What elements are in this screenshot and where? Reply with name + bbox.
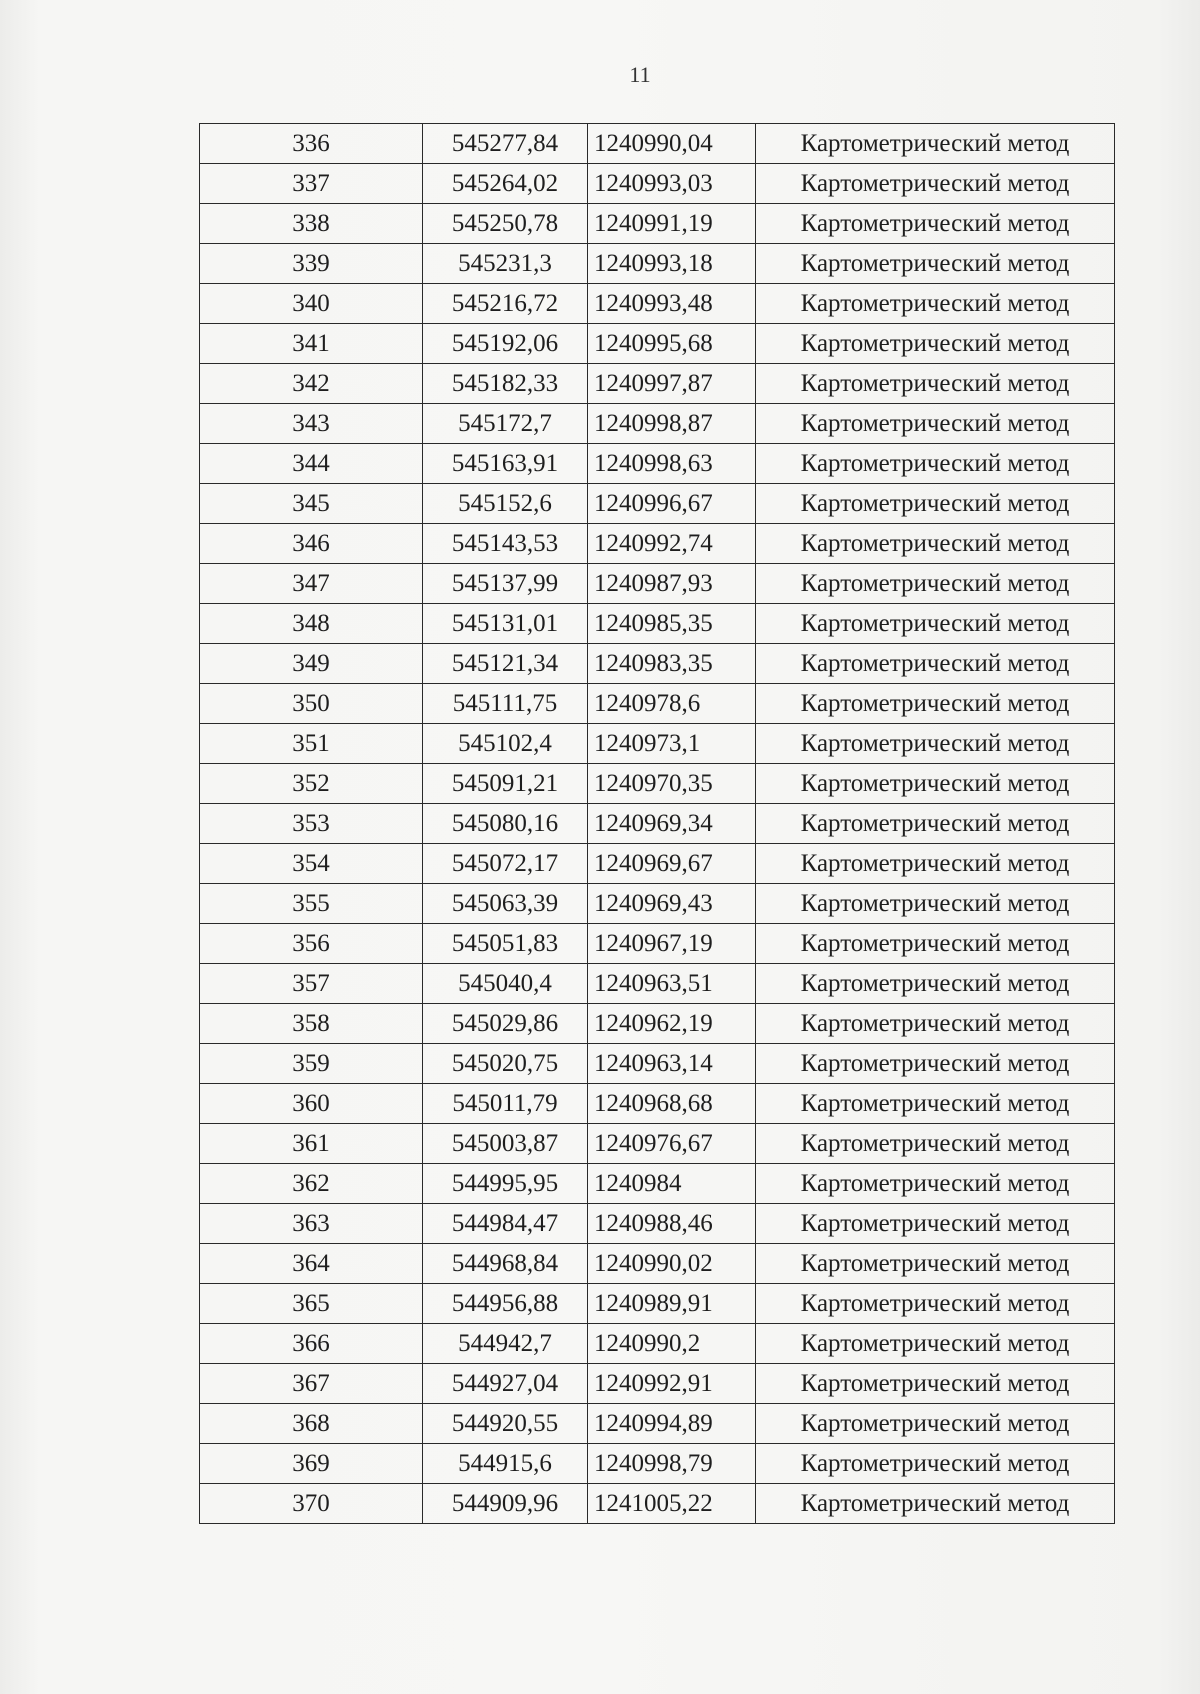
method-cell: Картометрический метод [756,684,1115,724]
x-coordinate-cell: 545137,99 [423,564,588,604]
x-coordinate-cell: 545121,34 [423,644,588,684]
point-number-cell: 338 [200,204,423,244]
table-row [200,364,1115,404]
point-number-cell: 362 [200,1164,423,1204]
method-cell: Картометрический метод [756,1324,1115,1364]
point-number-cell: 351 [200,724,423,764]
table-row [200,884,1115,924]
method-cell: Картометрический метод [756,964,1115,1004]
x-coordinate-cell: 545264,02 [423,164,588,204]
y-coordinate-cell: 1240987,93 [588,564,756,604]
point-number-cell: 340 [200,284,423,324]
method-cell: Картометрический метод [756,204,1115,244]
y-coordinate-cell: 1240968,68 [588,1084,756,1124]
y-coordinate-cell: 1240989,91 [588,1284,756,1324]
y-coordinate-cell: 1240998,79 [588,1444,756,1484]
point-number-cell: 349 [200,644,423,684]
coordinates-table [199,123,1115,1524]
x-coordinate-cell: 544915,6 [423,1444,588,1484]
y-coordinate-cell: 1241005,22 [588,1484,756,1524]
x-coordinate-cell: 545143,53 [423,524,588,564]
y-coordinate-cell: 1240990,2 [588,1324,756,1364]
table-row [200,844,1115,884]
method-cell: Картометрический метод [756,444,1115,484]
method-cell: Картометрический метод [756,564,1115,604]
point-number-cell: 358 [200,1004,423,1044]
y-coordinate-cell: 1240997,87 [588,364,756,404]
point-number-cell: 354 [200,844,423,884]
y-coordinate-cell: 1240963,14 [588,1044,756,1084]
table-row [200,1124,1115,1164]
table-row [200,804,1115,844]
table-row [200,324,1115,364]
table-row [200,1244,1115,1284]
y-coordinate-cell: 1240970,35 [588,764,756,804]
table-row [200,1364,1115,1404]
point-number-cell: 364 [200,1244,423,1284]
x-coordinate-cell: 545163,91 [423,444,588,484]
table-row [200,1204,1115,1244]
table-row [200,1164,1115,1204]
table-row [200,684,1115,724]
point-number-cell: 361 [200,1124,423,1164]
y-coordinate-cell: 1240995,68 [588,324,756,364]
table-row [200,524,1115,564]
method-cell: Картометрический метод [756,844,1115,884]
method-cell: Картометрический метод [756,1444,1115,1484]
y-coordinate-cell: 1240993,03 [588,164,756,204]
method-cell: Картометрический метод [756,1364,1115,1404]
point-number-cell: 366 [200,1324,423,1364]
table-row [200,1404,1115,1444]
x-coordinate-cell: 545003,87 [423,1124,588,1164]
method-cell: Картометрический метод [756,404,1115,444]
method-cell: Картометрический метод [756,604,1115,644]
point-number-cell: 356 [200,924,423,964]
x-coordinate-cell: 545072,17 [423,844,588,884]
point-number-cell: 352 [200,764,423,804]
point-number-cell: 337 [200,164,423,204]
y-coordinate-cell: 1240998,87 [588,404,756,444]
y-coordinate-cell: 1240969,43 [588,884,756,924]
x-coordinate-cell: 545111,75 [423,684,588,724]
y-coordinate-cell: 1240967,19 [588,924,756,964]
y-coordinate-cell: 1240990,02 [588,1244,756,1284]
point-number-cell: 360 [200,1084,423,1124]
method-cell: Картометрический метод [756,244,1115,284]
point-number-cell: 370 [200,1484,423,1524]
y-coordinate-cell: 1240963,51 [588,964,756,1004]
point-number-cell: 346 [200,524,423,564]
point-number-cell: 359 [200,1044,423,1084]
y-coordinate-cell: 1240993,48 [588,284,756,324]
method-cell: Картометрический метод [756,1204,1115,1244]
y-coordinate-cell: 1240969,34 [588,804,756,844]
method-cell: Картометрический метод [756,644,1115,684]
table-row [200,1324,1115,1364]
table-row [200,404,1115,444]
method-cell: Картометрический метод [756,164,1115,204]
y-coordinate-cell: 1240988,46 [588,1204,756,1244]
table-row [200,564,1115,604]
point-number-cell: 355 [200,884,423,924]
coordinates-table-body [200,124,1115,1524]
y-coordinate-cell: 1240994,89 [588,1404,756,1444]
method-cell: Картометрический метод [756,284,1115,324]
method-cell: Картометрический метод [756,924,1115,964]
table-row [200,484,1115,524]
method-cell: Картометрический метод [756,724,1115,764]
table-row [200,604,1115,644]
x-coordinate-cell: 545091,21 [423,764,588,804]
y-coordinate-cell: 1240976,67 [588,1124,756,1164]
y-coordinate-cell: 1240985,35 [588,604,756,644]
x-coordinate-cell: 544956,88 [423,1284,588,1324]
point-number-cell: 350 [200,684,423,724]
x-coordinate-cell: 544920,55 [423,1404,588,1444]
method-cell: Картометрический метод [756,1084,1115,1124]
method-cell: Картометрический метод [756,764,1115,804]
x-coordinate-cell: 545029,86 [423,1004,588,1044]
x-coordinate-cell: 545020,75 [423,1044,588,1084]
point-number-cell: 339 [200,244,423,284]
x-coordinate-cell: 544968,84 [423,1244,588,1284]
x-coordinate-cell: 544984,47 [423,1204,588,1244]
page-number: 11 [629,62,651,87]
method-cell: Картометрический метод [756,1124,1115,1164]
point-number-cell: 348 [200,604,423,644]
x-coordinate-cell: 545172,7 [423,404,588,444]
table-row [200,924,1115,964]
method-cell: Картометрический метод [756,484,1115,524]
table-row [200,444,1115,484]
table-row [200,1044,1115,1084]
x-coordinate-cell: 545216,72 [423,284,588,324]
x-coordinate-cell: 544942,7 [423,1324,588,1364]
method-cell: Картометрический метод [756,1484,1115,1524]
point-number-cell: 343 [200,404,423,444]
method-cell: Картометрический метод [756,1284,1115,1324]
method-cell: Картометрический метод [756,1244,1115,1284]
x-coordinate-cell: 545182,33 [423,364,588,404]
table-row [200,124,1115,164]
method-cell: Картометрический метод [756,1404,1115,1444]
method-cell: Картометрический метод [756,1004,1115,1044]
x-coordinate-cell: 545152,6 [423,484,588,524]
y-coordinate-cell: 1240969,67 [588,844,756,884]
point-number-cell: 345 [200,484,423,524]
point-number-cell: 336 [200,124,423,164]
method-cell: Картометрический метод [756,124,1115,164]
x-coordinate-cell: 545051,83 [423,924,588,964]
x-coordinate-cell: 544927,04 [423,1364,588,1404]
x-coordinate-cell: 545102,4 [423,724,588,764]
table-row [200,1444,1115,1484]
point-number-cell: 344 [200,444,423,484]
x-coordinate-cell: 545080,16 [423,804,588,844]
x-coordinate-cell: 544909,96 [423,1484,588,1524]
y-coordinate-cell: 1240992,91 [588,1364,756,1404]
point-number-cell: 368 [200,1404,423,1444]
y-coordinate-cell: 1240978,6 [588,684,756,724]
y-coordinate-cell: 1240991,19 [588,204,756,244]
table-row [200,204,1115,244]
table-row [200,644,1115,684]
point-number-cell: 347 [200,564,423,604]
y-coordinate-cell: 1240992,74 [588,524,756,564]
y-coordinate-cell: 1240993,18 [588,244,756,284]
point-number-cell: 367 [200,1364,423,1404]
y-coordinate-cell: 1240962,19 [588,1004,756,1044]
x-coordinate-cell: 545277,84 [423,124,588,164]
point-number-cell: 353 [200,804,423,844]
method-cell: Картометрический метод [756,1044,1115,1084]
table-row [200,764,1115,804]
y-coordinate-cell: 1240996,67 [588,484,756,524]
method-cell: Картометрический метод [756,884,1115,924]
x-coordinate-cell: 545063,39 [423,884,588,924]
table-row [200,1004,1115,1044]
method-cell: Картометрический метод [756,364,1115,404]
method-cell: Картометрический метод [756,1164,1115,1204]
table-row [200,164,1115,204]
x-coordinate-cell: 545011,79 [423,1084,588,1124]
point-number-cell: 357 [200,964,423,1004]
y-coordinate-cell: 1240984 [588,1164,756,1204]
y-coordinate-cell: 1240983,35 [588,644,756,684]
point-number-cell: 341 [200,324,423,364]
x-coordinate-cell: 545192,06 [423,324,588,364]
table-row [200,1484,1115,1524]
method-cell: Картометрический метод [756,804,1115,844]
y-coordinate-cell: 1240973,1 [588,724,756,764]
table-row [200,284,1115,324]
table-row [200,724,1115,764]
table-row [200,964,1115,1004]
point-number-cell: 342 [200,364,423,404]
point-number-cell: 365 [200,1284,423,1324]
method-cell: Картометрический метод [756,524,1115,564]
x-coordinate-cell: 545131,01 [423,604,588,644]
x-coordinate-cell: 545250,78 [423,204,588,244]
point-number-cell: 363 [200,1204,423,1244]
table-row [200,244,1115,284]
x-coordinate-cell: 545040,4 [423,964,588,1004]
method-cell: Картометрический метод [756,324,1115,364]
y-coordinate-cell: 1240998,63 [588,444,756,484]
y-coordinate-cell: 1240990,04 [588,124,756,164]
table-row [200,1284,1115,1324]
point-number-cell: 369 [200,1444,423,1484]
table-row [200,1084,1115,1124]
x-coordinate-cell: 544995,95 [423,1164,588,1204]
x-coordinate-cell: 545231,3 [423,244,588,284]
